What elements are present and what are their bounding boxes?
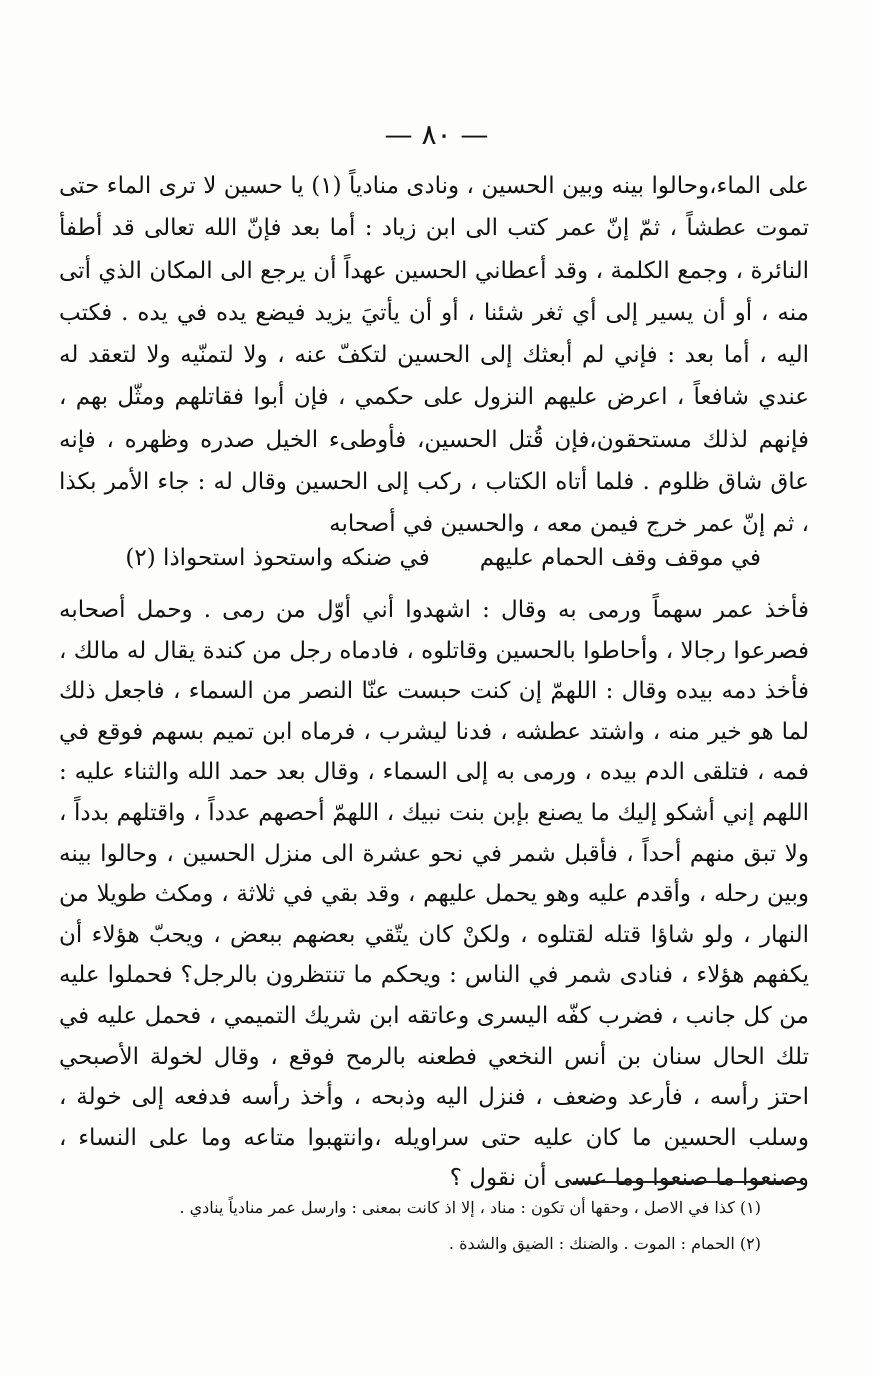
footnote-2: (٢) الحمام : الموت . والضنك : الضيق والشدة . — [448, 1234, 761, 1253]
poem-verse — [59, 536, 809, 580]
page-number: — ٨٠ — — [384, 118, 489, 151]
paragraph-2: فأخذ عمر سهماً ورمى به وقال : اشهدوا أني أوّل من رمى . وحمل أصحابه فصرعوا رجالا ، وأحاطوا بالحسين وقاتلوه ، فادماه رجل من كندة يقال له مالك ، فأخذ دمه بيده وقال : اللهمّ إن كنت حبست عنّا النصر من السماء ، فاجعل ذلك لما هو خير منه ، واشتد عطشه ، فدنا ليشرب ، فرماه ابن تميم بسهم فوقع في فمه ، فتلقى الدم بيده ، ورمى به إلى السماء ، وقال بعد حمد الله والثناء عليه : اللهم إني أشكو إليك ما يصنع بإبن بنت نبيك ، اللهمّ أحصهم عدداً ، واقتلهم بدداً ، ولا تبق منهم أحداً ، فأقبل شمر في نحو عشرة الى منزل الحسين ، وحالوا بينه وبين رحله ، وأقدم عليه وهو يحمل عليهم ، وقد بقي في ثلاثة ، ومكث طويلا من النهار ، ولو شاؤا قتله لقتلوه ، ولكنْ كان يتّقي بعضهم ببعض ، ويحبّ هؤلاء أن يكفهم هؤلاء ، فنادى شمر في الناس : ويحكم ما تنتظرون بالرجل؟ فحملوا عليه من كل جانب ، فضرب كفّه اليسرى وعاتقه ابن شريك التميمي ، فحمل عليه في تلك الحال سنان بن أنس النخعي فطعنه بالرمح فوقع ، وقال لخولة الأصبحي احتز رأسه ، فأرعد وضعف ، فنزل اليه وذبحه ، وأخذ رأسه فدفعه إلى خولة ، وسلب الحسين ما كان عليه حتى سراويله ،وانتهبوا متاعه وما على النساء ، وصنعوا ما صنعوا وما عسى أن نقول ؟ — [59, 597, 809, 1192]
footnote-1: (١) كذا في الاصل ، وحقها أن تكون : مناد ، إلا اذ كانت بمعنى : وارسل عمر منادياً ينادي . — [179, 1198, 761, 1217]
footnote-divider — [573, 1181, 803, 1183]
verse-second-hemistich: في ضنكه واستحوذ استحواذا (٢) — [125, 545, 430, 571]
verse-first-hemistich: في موقف وقف الحمام عليهم — [479, 545, 761, 571]
paragraph-1: على الماء،وحالوا بينه وبين الحسين ، ونادى منادياً (١) يا حسين لا ترى الماء حتى تموت عطشاً ، ثمّ إنّ عمر كتب الى ابن زياد : أما بعد فإنّ الله تعالى قد أطفأ النائرة ، وجمع الكلمة ، وقد أعطاني الحسين عهداً أن يرجع الى المكان الذي أتى منه ، أو أن يسير إلى أي ثغر شئنا ، أو أن يأتيَ يزيد فيضع يده في يده . فكتب اليه ، أما بعد : فإني لم أبعثك إلى الحسين لتكفّ عنه ، ولا لتمنّيه ولا لتعقد له عندي شافعاً ، اعرض عليهم النزول على حكمي ، فإن أبوا فقاتلهم ومثّل بهم ، فإنهم لذلك مستحقون،فإن قُتل الحسين، فأوطىء الخيل صدره وظهره ، فإنه عاق شاق ظلوم . فلما أتاه الكتاب ، ركب إلى الحسين وقال له : جاء الأمر بكذا ، ثم إنّ عمر خرج فيمن معه ، والحسين في أصحابه — [59, 173, 809, 538]
footnotes — [61, 1190, 761, 1262]
